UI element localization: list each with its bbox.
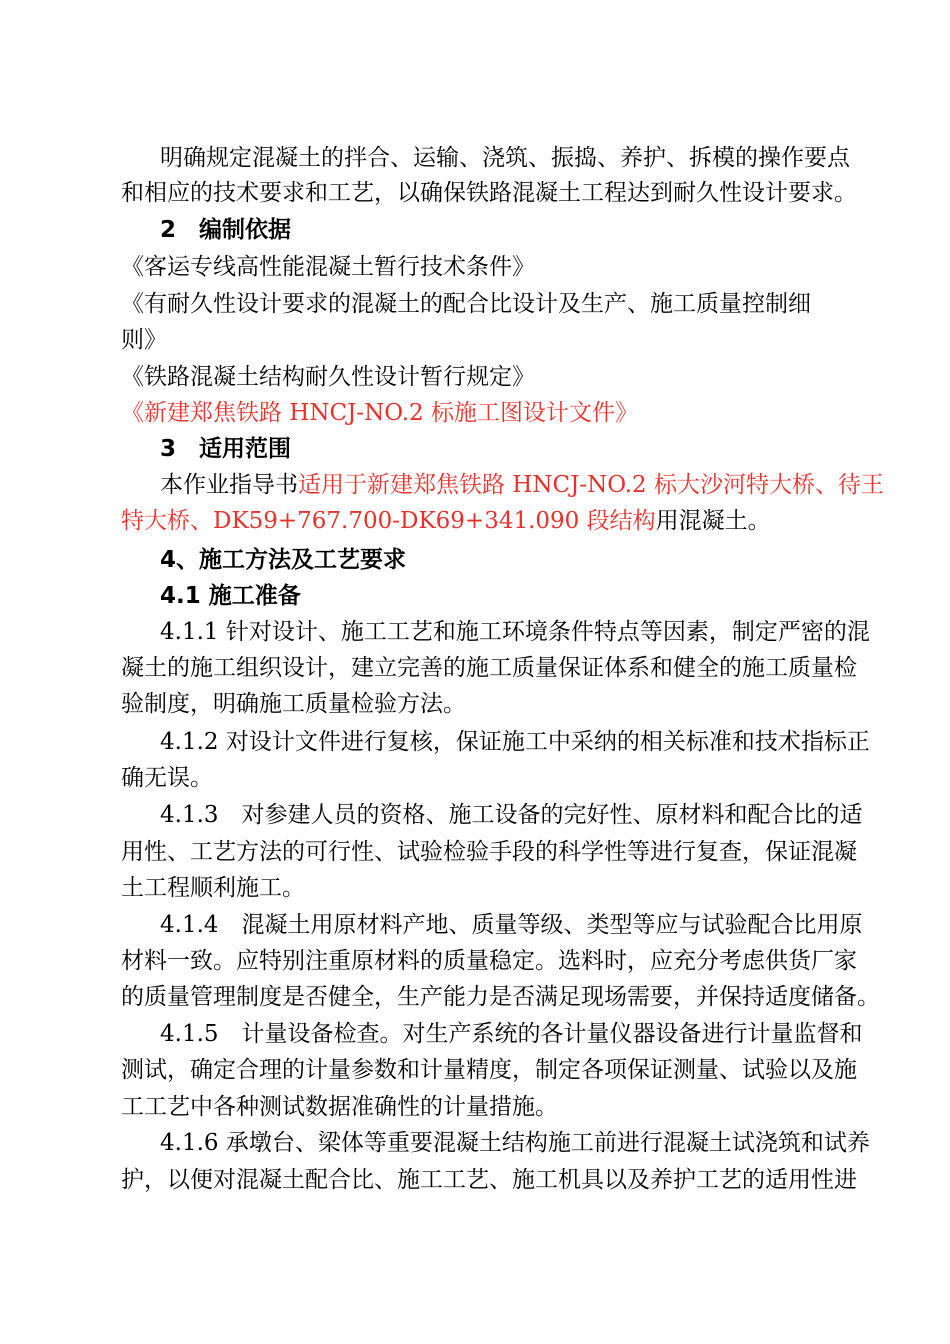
intro-line-1: 明确规定混凝土的拌合、运输、浇筑、振捣、养护、拆模的操作要点 [160,145,850,171]
section-4-1-heading: 4.1 施工准备 [160,583,301,609]
reference-3: 《铁路混凝土结构耐久性设计暂行规定》 [121,364,535,390]
section-2-heading: 2 编制依据 [160,217,292,243]
para-4-1-4-line-3: 的质量管理制度是否健全，生产能力是否满足现场需要，并保持适度储备。 [121,984,880,1010]
reference-1: 《客运专线高性能混凝土暂行技术条件》 [121,254,535,280]
para-4-1-3-line-3: 土工程顺利施工。 [121,875,305,901]
para-4-1-5-line-2: 测试，确定合理的计量参数和计量精度，制定各项保证测量、试验以及施 [121,1057,857,1083]
scope-line-2-b: 用混凝土。 [655,508,771,534]
para-4-1-3-line-2: 用性、工艺方法的可行性、试验检验手段的科学性等进行复查，保证混凝 [121,839,857,865]
para-4-1-1-line-1: 4.1.1 针对设计、施工工艺和施工环境条件特点等因素，制定严密的混 [160,619,870,645]
para-4-1-1-line-3: 验制度，明确施工质量检验方法。 [121,691,466,717]
para-4-1-5-line-3: 工工艺中各种测试数据准确性的计量措施。 [121,1094,558,1120]
section-3-heading: 3 适用范围 [160,436,292,462]
intro-line-2: 和相应的技术要求和工艺，以确保铁路混凝土工程达到耐久性设计要求。 [121,180,857,206]
reference-2-line-1: 《有耐久性设计要求的混凝土的配合比设计及生产、施工质量控制细 [121,291,811,317]
reference-4: 《新建郑焦铁路 HNCJ-NO.2 标施工图设计文件》 [121,400,638,426]
para-4-1-2-line-1: 4.1.2 对设计文件进行复核，保证施工中采纳的相关标准和技术指标正 [160,729,870,755]
scope-line-1-a: 本作业指导书 [160,472,298,498]
para-4-1-4-line-2: 材料一致。应特别注重原材料的质量稳定。选料时，应充分考虑供货厂家 [121,948,857,974]
scope-line-2-a: 特大桥、DK59+767.700-DK69+341.090 段结构 [121,508,656,534]
reference-2-line-2: 则》 [121,327,167,353]
para-4-1-5-line-1: 4.1.5 计量设备检查。对生产系统的各计量仪器设备进行计量监督和 [160,1021,863,1047]
para-4-1-3-line-1: 4.1.3 对参建人员的资格、施工设备的完好性、原材料和配合比的适 [160,802,863,828]
para-4-1-1-line-2: 凝土的施工组织设计，建立完善的施工质量保证体系和健全的施工质量检 [121,655,857,681]
para-4-1-6-line-1: 4.1.6 承墩台、梁体等重要混凝土结构施工前进行混凝土试浇筑和试养 [160,1130,870,1156]
para-4-1-4-line-1: 4.1.4 混凝土用原材料产地、质量等级、类型等应与试验配合比用原 [160,912,863,938]
scope-line-1 [160,470,884,500]
para-4-1-6-line-2: 护，以便对混凝土配合比、施工工艺、施工机具以及养护工艺的适用性进 [121,1167,857,1193]
para-4-1-2-line-2: 确无误。 [121,765,213,791]
section-4-heading: 4、施工方法及工艺要求 [160,547,407,573]
scope-line-2 [121,506,771,536]
scope-line-1-b: 适用于新建郑焦铁路 HNCJ-NO.2 标大沙河特大桥、待王 [298,472,884,498]
